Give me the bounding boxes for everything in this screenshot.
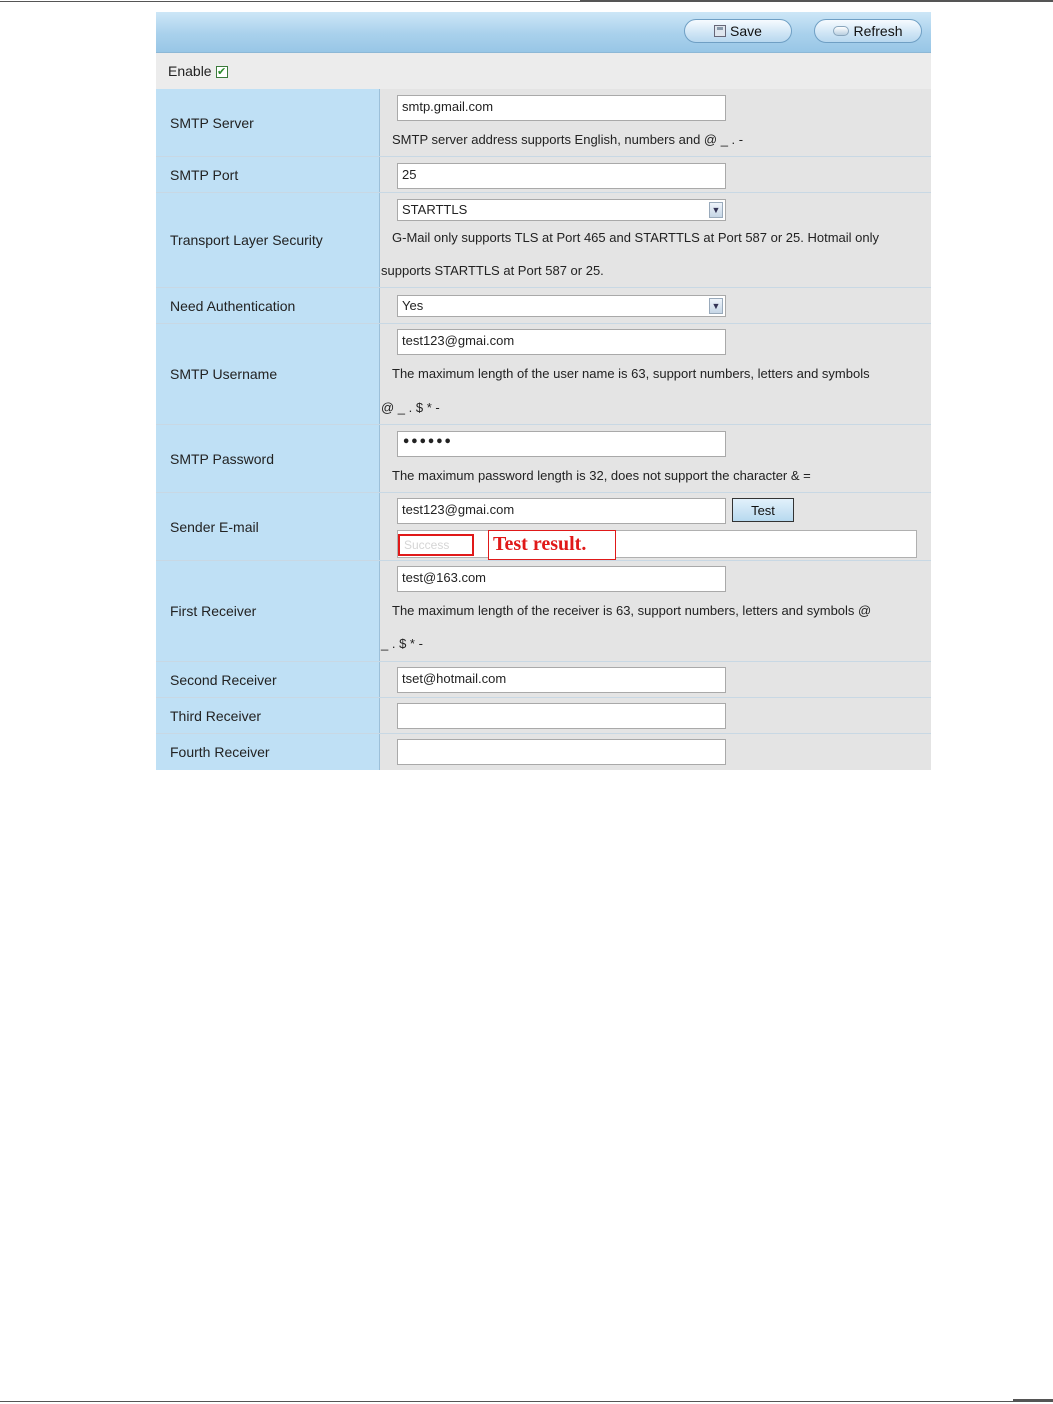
smtp-username-label: SMTP Username bbox=[156, 324, 380, 424]
tls-selected-value: STARTTLS bbox=[402, 202, 468, 217]
refresh-button-label: Refresh bbox=[853, 23, 903, 39]
row-third-receiver bbox=[156, 698, 931, 734]
need-authentication-label: Need Authentication bbox=[156, 288, 380, 323]
fourth-receiver-label: Fourth Receiver bbox=[156, 734, 380, 770]
row-smtp-username bbox=[156, 324, 931, 425]
refresh-button[interactable] bbox=[814, 19, 922, 43]
third-receiver-label: Third Receiver bbox=[156, 698, 380, 733]
toolbar bbox=[156, 12, 931, 53]
fourth-receiver-input[interactable] bbox=[397, 739, 726, 765]
first-receiver-hint-line2: _ . $ * - bbox=[381, 636, 423, 651]
first-receiver-label: First Receiver bbox=[156, 561, 380, 661]
fourth-receiver-cell bbox=[381, 734, 931, 770]
first-receiver-input[interactable]: test@163.com bbox=[397, 566, 726, 592]
row-second-receiver bbox=[156, 662, 931, 698]
need-authentication-select[interactable] bbox=[397, 295, 726, 317]
third-receiver-input[interactable] bbox=[397, 703, 726, 729]
sender-email-input[interactable]: test123@gmai.com bbox=[397, 498, 726, 524]
smtp-username-input[interactable]: test123@gmai.com bbox=[397, 329, 726, 355]
row-fourth-receiver bbox=[156, 734, 931, 770]
smtp-username-cell bbox=[381, 324, 931, 424]
smtp-password-input[interactable]: •••••• bbox=[397, 431, 726, 457]
chevron-down-icon[interactable]: ▼ bbox=[709, 202, 723, 218]
enable-label: Enable bbox=[168, 63, 212, 79]
save-button-label: Save bbox=[730, 23, 762, 39]
second-receiver-cell bbox=[381, 662, 931, 697]
first-receiver-cell bbox=[381, 561, 931, 661]
row-first-receiver bbox=[156, 561, 931, 662]
smtp-server-input[interactable]: smtp.gmail.com bbox=[397, 95, 726, 121]
test-result-callout: Test result. bbox=[488, 530, 616, 560]
chevron-down-icon[interactable]: ▼ bbox=[709, 298, 723, 314]
sender-email-cell bbox=[381, 493, 931, 560]
save-icon bbox=[714, 25, 726, 37]
smtp-password-hint: The maximum password length is 32, does not support the character & = bbox=[392, 468, 811, 483]
tls-hint-line1: G-Mail only supports TLS at Port 465 and STARTTLS at Port 587 or 25. Hotmail only bbox=[392, 230, 880, 245]
page-bottom-rule bbox=[0, 1401, 1053, 1402]
row-tls bbox=[156, 193, 931, 288]
smtp-password-cell bbox=[381, 425, 931, 492]
row-smtp-server bbox=[156, 89, 931, 157]
smtp-port-input[interactable]: 25 bbox=[397, 163, 726, 189]
need-authentication-selected-value: Yes bbox=[402, 298, 424, 313]
smtp-username-hint-line2: @ _ . $ * - bbox=[381, 400, 440, 415]
second-receiver-input[interactable]: tset@hotmail.com bbox=[397, 667, 726, 693]
smtp-server-label: SMTP Server bbox=[156, 89, 380, 156]
first-receiver-hint-line1: The maximum length of the receiver is 63, support numbers, letters and symbols @ bbox=[392, 603, 872, 618]
enable-checkbox[interactable] bbox=[216, 66, 228, 78]
page-bottom-rule-accent bbox=[1013, 1399, 1053, 1401]
smtp-username-hint-line1: The maximum length of the user name is 63, support numbers, letters and symbols bbox=[392, 366, 870, 381]
row-smtp-password bbox=[156, 425, 931, 493]
mail-settings-panel bbox=[156, 12, 931, 770]
second-receiver-label: Second Receiver bbox=[156, 662, 380, 697]
tls-hint-line2: supports STARTTLS at Port 587 or 25. bbox=[381, 263, 604, 278]
sender-email-label: Sender E-mail bbox=[156, 493, 380, 560]
row-need-authentication bbox=[156, 288, 931, 324]
smtp-server-cell bbox=[381, 89, 931, 156]
status-badge: Success bbox=[398, 534, 474, 556]
tls-select[interactable] bbox=[397, 199, 726, 221]
smtp-server-hint: SMTP server address supports English, numbers and @ _ . - bbox=[392, 132, 744, 147]
need-authentication-cell bbox=[381, 288, 931, 323]
smtp-port-label: SMTP Port bbox=[156, 157, 380, 192]
smtp-port-cell bbox=[381, 157, 931, 192]
row-sender-email bbox=[156, 493, 931, 561]
page-top-rule-accent bbox=[580, 0, 1053, 2]
enable-row bbox=[156, 53, 931, 89]
save-button[interactable] bbox=[684, 19, 792, 43]
tls-cell bbox=[381, 193, 931, 287]
checkmark-icon: ✔ bbox=[216, 65, 227, 78]
test-button[interactable]: Test bbox=[732, 498, 794, 522]
smtp-password-label: SMTP Password bbox=[156, 425, 380, 492]
refresh-icon bbox=[833, 26, 849, 36]
test-result-box bbox=[397, 530, 917, 558]
tls-label: Transport Layer Security bbox=[156, 193, 380, 287]
row-smtp-port bbox=[156, 157, 931, 193]
third-receiver-cell bbox=[381, 698, 931, 733]
